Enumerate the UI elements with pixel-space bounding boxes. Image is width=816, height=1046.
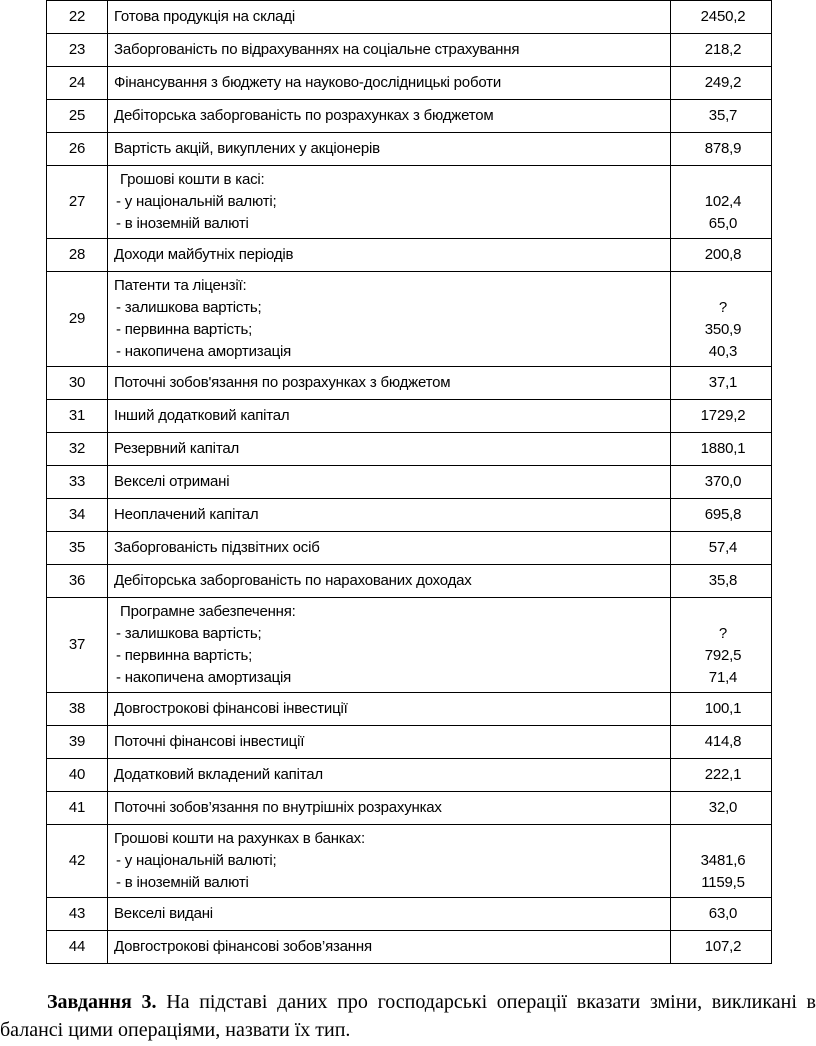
row-number: 29 xyxy=(47,272,108,367)
row-value xyxy=(671,166,772,239)
row-description: Інший додатковий капітал xyxy=(108,400,671,433)
row-description: Вартість акцій, викуплених у акціонерів xyxy=(108,133,671,166)
row-number: 42 xyxy=(47,825,108,898)
row-value xyxy=(671,272,772,367)
task-label: Завдання 3. xyxy=(47,991,157,1013)
row-subvalue: 71,4 xyxy=(708,669,738,686)
row-subitem: - накопичена амортизація xyxy=(116,669,292,686)
row-value: 249,2 xyxy=(671,67,772,100)
table-row xyxy=(47,433,772,466)
row-number: 27 xyxy=(47,166,108,239)
table-row xyxy=(47,34,772,67)
row-number: 37 xyxy=(47,598,108,693)
row-value: 1729,2 xyxy=(671,400,772,433)
row-description xyxy=(108,166,671,239)
row-number: 35 xyxy=(47,532,108,565)
table-row xyxy=(47,367,772,400)
row-subitem: - залишкова вартість; xyxy=(116,625,262,642)
table-row xyxy=(47,466,772,499)
table-row xyxy=(47,565,772,598)
operations-table xyxy=(46,0,772,964)
row-number: 23 xyxy=(47,34,108,67)
row-number: 22 xyxy=(47,1,108,34)
table-row xyxy=(47,499,772,532)
table-row xyxy=(47,100,772,133)
row-subitem: - в іноземній валюті xyxy=(116,215,249,232)
row-heading: Грошові кошти в касі: xyxy=(120,171,265,188)
row-value: 35,7 xyxy=(671,100,772,133)
row-number: 33 xyxy=(47,466,108,499)
table-row xyxy=(47,239,772,272)
table-row xyxy=(47,272,772,367)
row-heading: Програмне забезпечення: xyxy=(120,603,296,620)
task-paragraph xyxy=(0,988,816,1044)
row-description: Доходи майбутніх періодів xyxy=(108,239,671,272)
row-subitem: - у національній валюті; xyxy=(116,852,277,869)
row-value: 878,9 xyxy=(671,133,772,166)
table-row xyxy=(47,1,772,34)
row-subitem: - первинна вартість; xyxy=(116,321,253,338)
row-subitem: - у національній валюті; xyxy=(116,193,277,210)
row-subvalue: 65,0 xyxy=(708,215,738,232)
table-row xyxy=(47,792,772,825)
row-description: Додатковий вкладений капітал xyxy=(108,759,671,792)
table-row xyxy=(47,726,772,759)
row-description: Резервний капітал xyxy=(108,433,671,466)
value-spacer xyxy=(675,275,771,297)
table-row xyxy=(47,931,772,964)
row-value: 35,8 xyxy=(671,565,772,598)
row-value: 32,0 xyxy=(671,792,772,825)
row-description: Фінансування з бюджету на науково-дослідницькі роботи xyxy=(108,67,671,100)
row-value: 695,8 xyxy=(671,499,772,532)
row-number: 28 xyxy=(47,239,108,272)
row-description: Неоплачений капітал xyxy=(108,499,671,532)
row-subitem: - первинна вартість; xyxy=(116,647,253,664)
table-row xyxy=(47,759,772,792)
row-heading: Патенти та ліцензії: xyxy=(114,277,247,294)
row-value: 107,2 xyxy=(671,931,772,964)
table-row xyxy=(47,693,772,726)
row-subvalue: 1159,5 xyxy=(701,874,745,891)
row-value: 200,8 xyxy=(671,239,772,272)
table-row xyxy=(47,133,772,166)
table-row xyxy=(47,898,772,931)
row-value: 1880,1 xyxy=(671,433,772,466)
row-number: 39 xyxy=(47,726,108,759)
row-number: 31 xyxy=(47,400,108,433)
row-subvalue: 350,9 xyxy=(704,321,742,338)
row-heading: Грошові кошти на рахунках в банках: xyxy=(114,830,365,847)
row-description xyxy=(108,598,671,693)
row-description: Довгострокові фінансові інвестиції xyxy=(108,693,671,726)
table-row xyxy=(47,67,772,100)
row-value: 222,1 xyxy=(671,759,772,792)
row-subvalue: 102,4 xyxy=(704,193,742,210)
row-value: 414,8 xyxy=(671,726,772,759)
row-value: 218,2 xyxy=(671,34,772,67)
row-description: Поточні зобов'язання по розрахунках з бюджетом xyxy=(108,367,671,400)
row-description: Дебіторська заборгованість по розрахунках з бюджетом xyxy=(108,100,671,133)
row-subvalue: 792,5 xyxy=(704,647,742,664)
table-row xyxy=(47,825,772,898)
row-description: Готова продукція на складі xyxy=(108,1,671,34)
row-description: Заборгованість підзвітних осіб xyxy=(108,532,671,565)
row-number: 25 xyxy=(47,100,108,133)
row-subitem: - в іноземній валюті xyxy=(116,874,249,891)
value-spacer xyxy=(675,169,771,191)
row-description: Поточні фінансові інвестиції xyxy=(108,726,671,759)
row-number: 36 xyxy=(47,565,108,598)
row-number: 44 xyxy=(47,931,108,964)
table-row xyxy=(47,532,772,565)
row-description xyxy=(108,272,671,367)
row-subvalue: ? xyxy=(718,625,728,642)
row-value: 370,0 xyxy=(671,466,772,499)
operations-table-body xyxy=(47,1,772,964)
table-row xyxy=(47,598,772,693)
row-value xyxy=(671,598,772,693)
row-value: 63,0 xyxy=(671,898,772,931)
row-number: 38 xyxy=(47,693,108,726)
row-description xyxy=(108,825,671,898)
task-text: На підставі даних про господарські операції вказати зміни, викликані в балансі цими операціями, назвати їх тип. xyxy=(0,991,816,1041)
row-number: 32 xyxy=(47,433,108,466)
row-description: Векселі видані xyxy=(108,898,671,931)
row-value: 2450,2 xyxy=(671,1,772,34)
row-value: 100,1 xyxy=(671,693,772,726)
row-number: 26 xyxy=(47,133,108,166)
row-number: 30 xyxy=(47,367,108,400)
row-description: Дебіторська заборгованість по нарахованих доходах xyxy=(108,565,671,598)
row-number: 43 xyxy=(47,898,108,931)
table-row xyxy=(47,400,772,433)
row-subitem: - накопичена амортизація xyxy=(116,343,292,360)
row-description: Векселі отримані xyxy=(108,466,671,499)
row-value xyxy=(671,825,772,898)
row-number: 40 xyxy=(47,759,108,792)
row-number: 41 xyxy=(47,792,108,825)
row-number: 24 xyxy=(47,67,108,100)
row-value: 57,4 xyxy=(671,532,772,565)
row-subvalue: 40,3 xyxy=(708,343,738,360)
row-subvalue: 3481,6 xyxy=(700,852,746,869)
row-subvalue: ? xyxy=(718,299,728,316)
row-number: 34 xyxy=(47,499,108,532)
row-description: Поточні зобов’язання по внутрішніх розрахунках xyxy=(108,792,671,825)
row-description: Заборгованість по відрахуваннях на соціальне страхування xyxy=(108,34,671,67)
value-spacer xyxy=(675,828,771,850)
row-subitem: - залишкова вартість; xyxy=(116,299,262,316)
value-spacer xyxy=(675,601,771,623)
table-row xyxy=(47,166,772,239)
row-description: Довгострокові фінансові зобов’язання xyxy=(108,931,671,964)
row-value: 37,1 xyxy=(671,367,772,400)
